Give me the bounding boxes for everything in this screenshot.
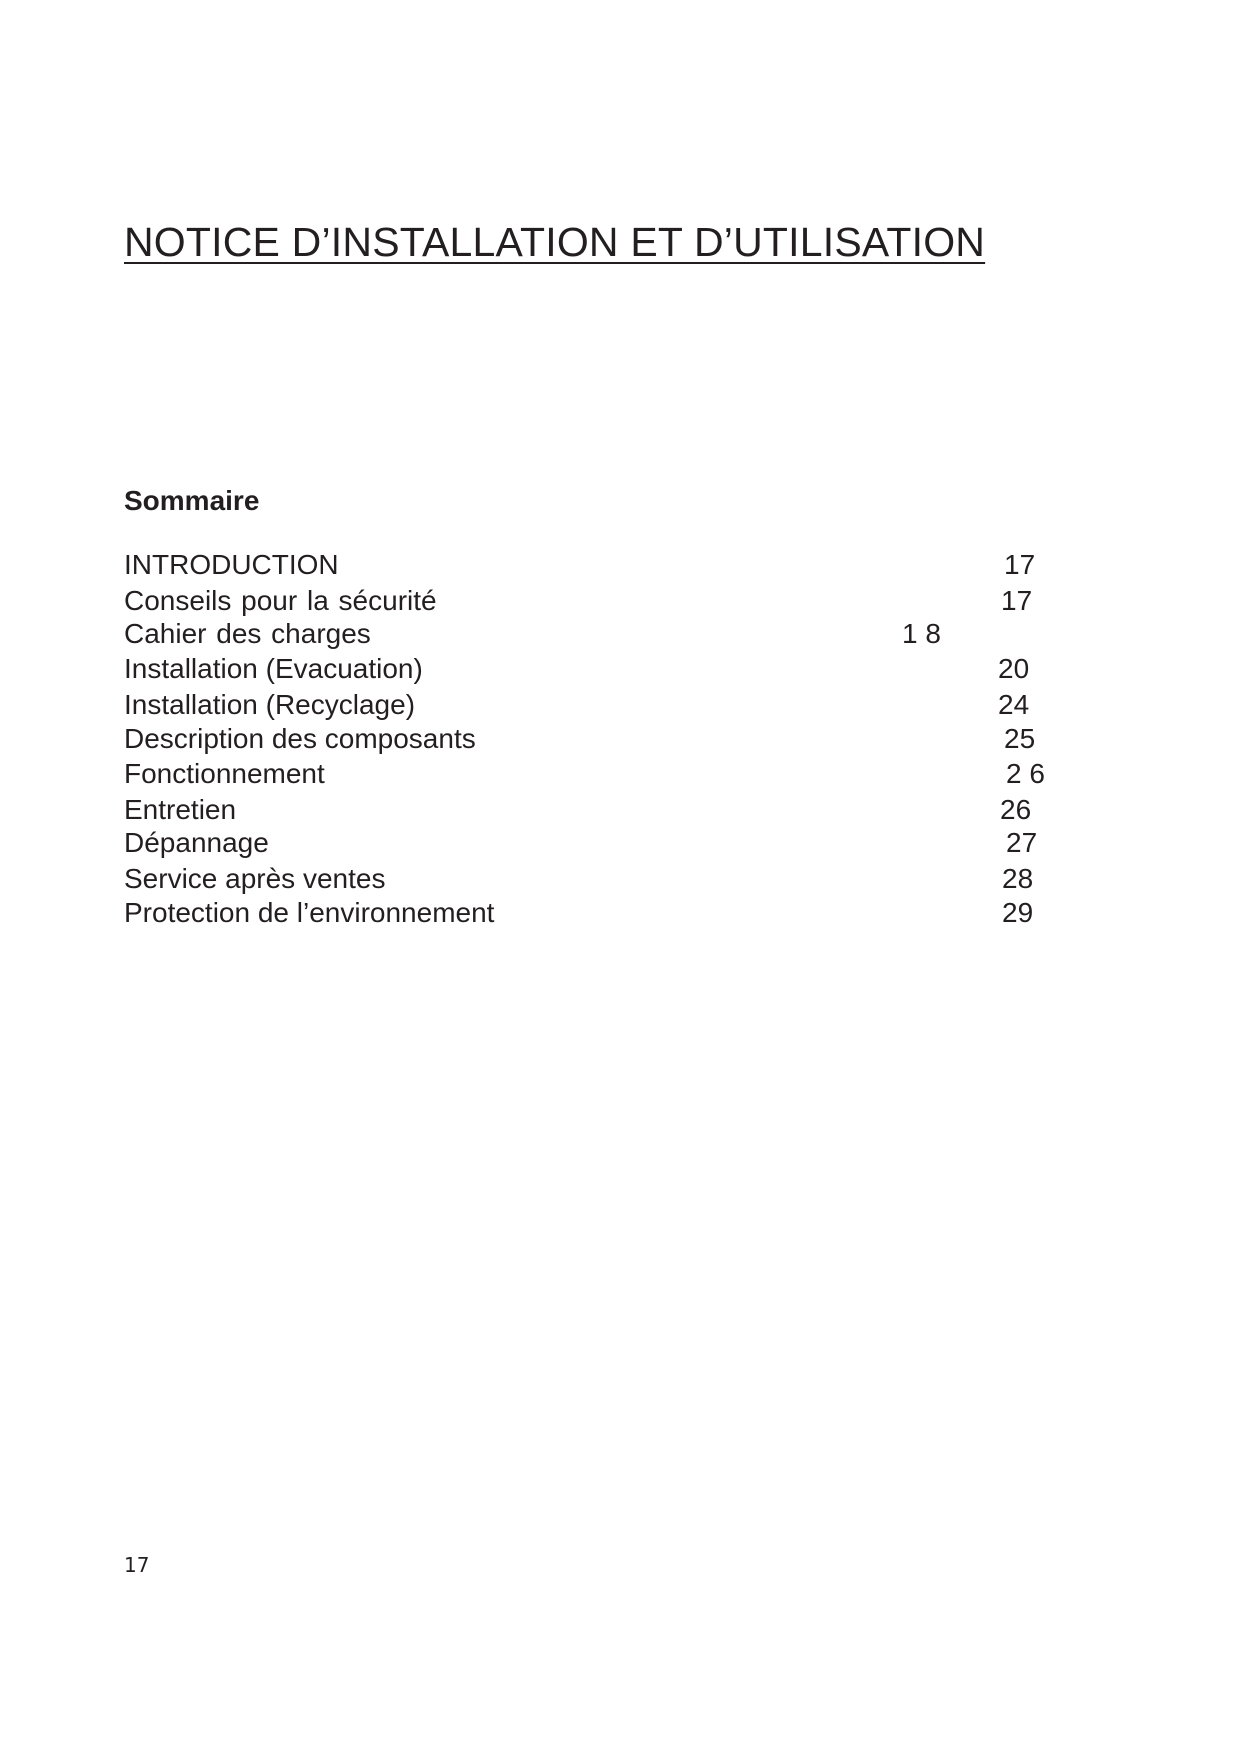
toc-entry-label: Entretien [124,794,237,825]
toc-entry-label: INTRODUCTION [124,549,339,580]
toc-entry-label: Installation (Recyclage) [124,689,416,720]
toc-entry-page: 26 [1000,794,1032,825]
toc-entry-label: Conseils pour la sécurité [124,585,437,616]
toc-entry-label: Protection de l’environnement [124,897,495,928]
toc-entry-label: Description des composants [124,723,476,754]
toc-entry-page: 17 [1004,549,1036,580]
toc-entry-label: Service après ventes [124,863,386,894]
toc-entry-page: 20 [998,653,1030,684]
toc-entry-page: 25 [1004,723,1036,754]
toc-entry-page: 27 [1006,827,1038,858]
toc-entry-page: 17 [1001,585,1033,616]
document-title: NOTICE D’INSTALLATION ET D’UTILISATION [124,219,986,265]
toc-entry-page: 24 [998,689,1030,720]
toc-entry-page: 28 [1002,863,1034,894]
toc-entry-page: 29 [1002,897,1034,928]
toc-entry-label: Cahier des charges [124,618,371,649]
toc-heading: Sommaire [124,485,260,516]
toc-entry-label: Fonctionnement [124,758,325,789]
toc-entry-label: Installation (Evacuation) [124,653,423,684]
toc-entry-label: Dépannage [124,827,269,858]
toc-entry-page: 2 6 [1006,758,1045,789]
toc-entry-page: 1 8 [902,618,941,649]
page-number: 17 [124,1553,150,1577]
